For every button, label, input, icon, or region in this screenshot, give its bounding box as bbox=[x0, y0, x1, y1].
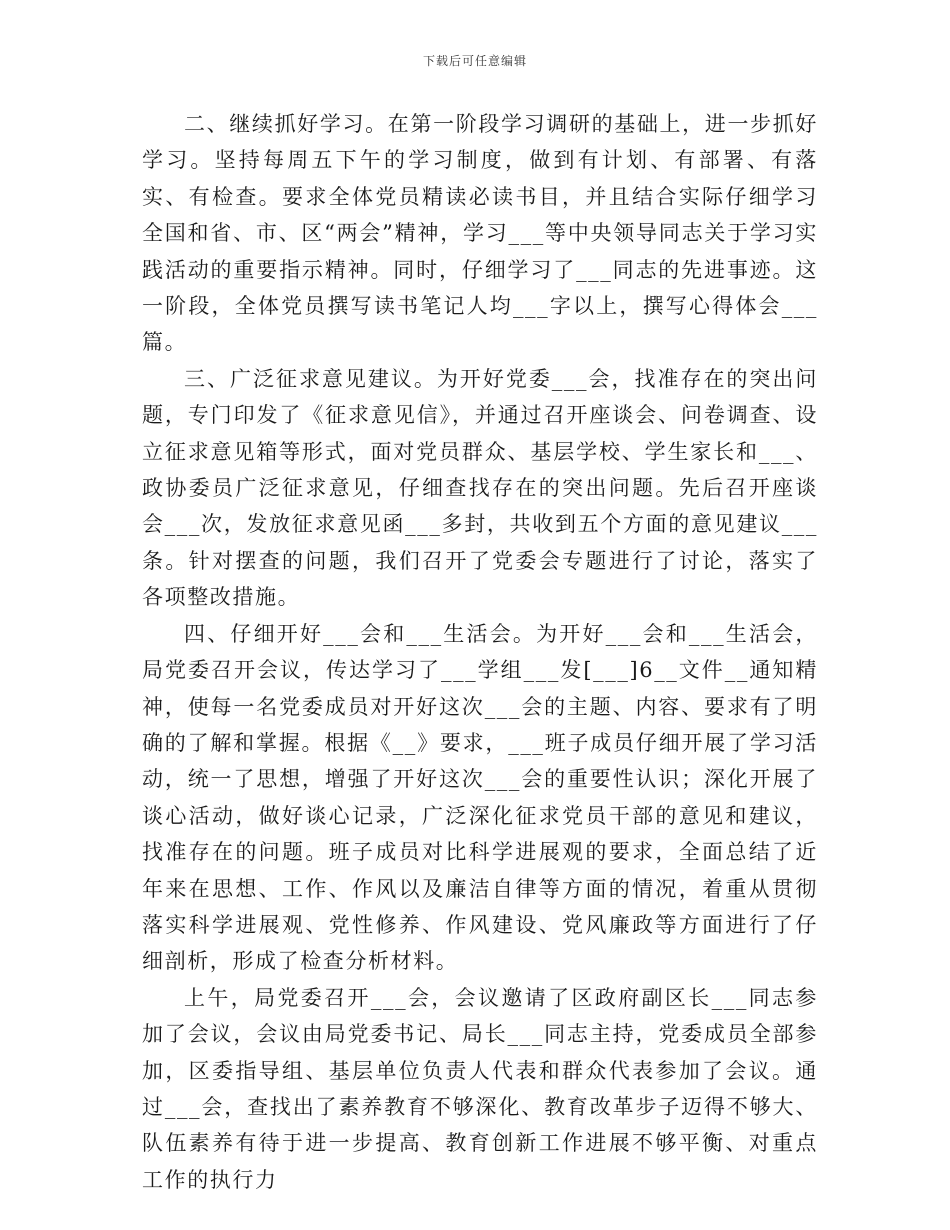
paragraph-morning-meeting: 上午，局党委召开___会，会议邀请了区政府副区长___同志参加了会议，会议由局党委书记、局长___同志主持，党委成员全部参加，区委指导组、基层单位负责人代表和群众代表参加了会议。通过___会，查找出了素养教育不够深化、教育改革步子迈得不够大、队伍素养有待于进一步提高、教育创新工作进展不够平衡、对重点工作的执行力 bbox=[142, 985, 818, 1192]
paragraph-opinions: 三、广泛征求意见建议。为开好党委___会，找准存在的突出问题，专门印发了《征求意见信》，并通过召开座谈会、问卷调查、设立征求意见箱等形式，面对党员群众、基层学校、学生家长和___、政协委员广泛征求意见，仔细查找存在的突出问题。先后召开座谈会___次，发放征求意见函___多封，共收到五个方面的意见建议___条。针对摆查的问题，我们召开了党委会专题进行了讨论，落实了各项整改措施。 bbox=[142, 366, 818, 610]
paragraph-study: 二、继续抓好学习。在第一阶段学习调研的基础上，进一步抓好学习。坚持每周五下午的学习制度，做到有计划、有部署、有落实、有检查。要求全体党员精读必读书目，并且结合实际仔细学习全国和省、市、区“两会”精神，学习___等中央领导同志关于学习实践活动的重要指示精神。同时，仔细学习了___同志的先进事迹。这一阶段，全体党员撰写读书笔记人均___字以上，撰写心得体会___篇。 bbox=[142, 112, 818, 355]
document-body bbox=[142, 106, 818, 1198]
page-header: 下载后可任意编辑 bbox=[422, 54, 527, 68]
paragraph-meeting: 四、仔细开好___会和___生活会。为开好___会和___生活会，局党委召开会议，传达学习了___学组___发[___]6__文件__通知精神，使每一名党委成员对开好这次___会的主题、内容、要求有了明确的了解和掌握。根据《__》要求，___班子成员仔细开展了学习活动，统一了思想，增强了开好这次___会的重要性认识；深化开展了谈心活动，做好谈心记录，广泛深化征求党员干部的意见和建议，找准存在的问题。班子成员对比科学进展观的要求，全面总结了近年来在思想、工作、作风以及廉洁自律等方面的情况，着重从贯彻落实科学进展观、党性修养、作风建设、党风廉政等方面进行了仔细剖析，形成了检查分析材料。 bbox=[142, 621, 818, 974]
